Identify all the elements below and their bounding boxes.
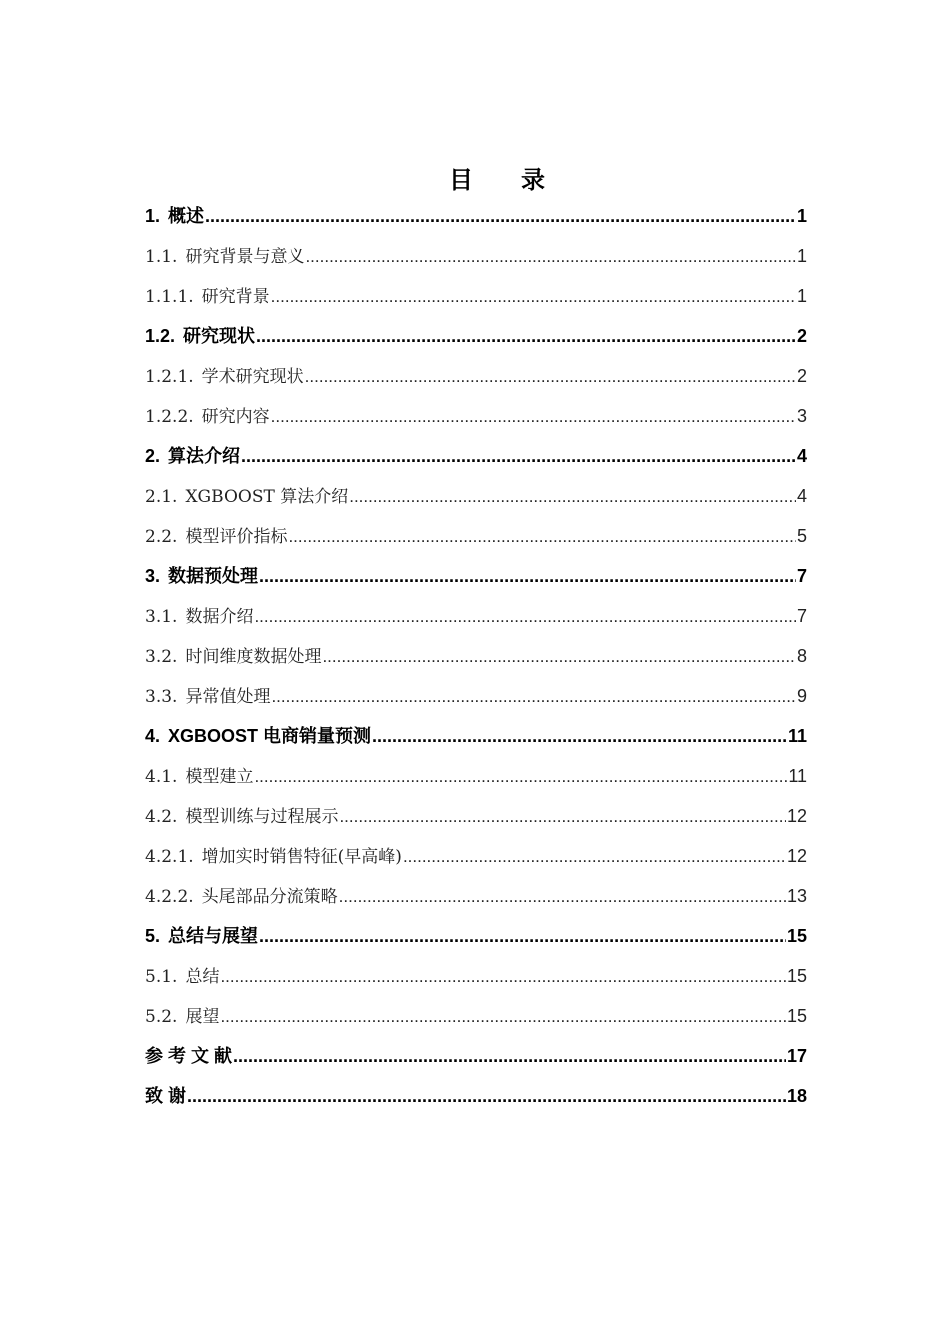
toc-entry-page: 4	[796, 446, 807, 466]
toc-entry[interactable]	[145, 440, 807, 480]
dot-leader	[220, 961, 786, 993]
toc-entry[interactable]	[145, 400, 807, 440]
toc-entry[interactable]	[145, 840, 807, 880]
dot-leader	[233, 1040, 786, 1072]
toc-entry[interactable]	[145, 200, 807, 240]
toc-entry-title: XGBOOST 算法介绍	[185, 487, 349, 507]
dot-leader	[254, 761, 787, 793]
dot-leader	[339, 801, 786, 833]
toc-entry-page: 4	[796, 486, 807, 506]
toc-entry-title: 概述	[168, 206, 205, 226]
toc-entry-page: 7	[796, 566, 807, 586]
toc-entry-page: 18	[786, 1086, 807, 1106]
toc-entry-title: 模型建立	[185, 767, 254, 787]
toc-entry-title: 异常值处理	[185, 687, 271, 707]
toc-entry-title: 致 谢	[145, 1086, 187, 1106]
toc-entry[interactable]	[145, 320, 807, 360]
toc-entry[interactable]	[145, 680, 807, 720]
toc-entry-page: 7	[796, 606, 807, 626]
toc-entry-title: 模型训练与过程展示	[185, 807, 339, 827]
toc-entry-title: 时间维度数据处理	[185, 647, 322, 667]
dot-leader	[256, 320, 796, 352]
toc-entry-title: 数据预处理	[168, 566, 259, 586]
toc-entry-page: 5	[796, 526, 807, 546]
toc-entry-number: 2.	[145, 446, 161, 466]
dot-leader	[254, 601, 796, 633]
toc-title	[0, 160, 950, 195]
toc-entry-number: 4.2.1.	[145, 847, 194, 867]
toc-entry-title: 模型评价指标	[185, 527, 288, 547]
toc-entry-title: 算法介绍	[168, 446, 241, 466]
toc-entry-page: 15	[786, 926, 807, 946]
toc-entry[interactable]	[145, 960, 807, 1000]
dot-leader	[259, 560, 796, 592]
toc-entry-page: 8	[796, 646, 807, 666]
dot-leader	[372, 720, 787, 752]
toc-entry[interactable]	[145, 280, 807, 320]
toc-entry-page: 2	[796, 326, 807, 346]
toc-entry-page: 9	[796, 686, 807, 706]
dot-leader	[339, 881, 786, 913]
toc-entry-number: 5.1.	[145, 967, 178, 987]
toc-entry-number: 5.2.	[145, 1007, 178, 1027]
dot-leader	[288, 521, 796, 553]
toc-entry-page: 12	[786, 846, 807, 866]
toc-entry[interactable]	[145, 720, 807, 760]
dot-leader	[187, 1080, 786, 1112]
toc-entry-page: 13	[786, 886, 807, 906]
toc-entry-title: 增加实时销售特征(早高峰)	[201, 847, 402, 867]
toc-entry[interactable]	[145, 520, 807, 560]
toc-entry-title: 参 考 文 献	[145, 1046, 233, 1066]
toc-entry-number: 1.	[145, 206, 161, 226]
dot-leader	[205, 200, 796, 232]
toc-entry-title: 研究背景与意义	[185, 247, 305, 267]
toc-entry-page: 1	[796, 206, 807, 226]
toc-entry-number: 3.1.	[145, 607, 178, 627]
toc-entry-title: 研究现状	[183, 326, 256, 346]
toc-title-char: 目	[449, 166, 473, 194]
dot-leader	[220, 1001, 786, 1033]
toc-entry-number: 1.2.	[145, 326, 176, 346]
dot-leader	[403, 841, 786, 873]
toc-entry-number: 1.2.2.	[145, 407, 194, 427]
toc-entry-number: 4.2.2.	[145, 887, 194, 907]
toc-entry-title: 总结	[185, 967, 220, 987]
toc-entry-number: 1.1.1.	[145, 287, 194, 307]
toc-entry-title: 研究背景	[201, 287, 270, 307]
toc-title-char: 录	[521, 166, 545, 194]
dot-leader	[241, 440, 796, 472]
toc-entry[interactable]	[145, 920, 807, 960]
toc-entry-page: 15	[786, 1006, 807, 1026]
toc-entry-number: 1.1.	[145, 247, 178, 267]
toc-entry-page: 1	[796, 246, 807, 266]
toc-entry-page: 3	[796, 406, 807, 426]
toc-entry[interactable]	[145, 880, 807, 920]
toc-entry[interactable]	[145, 360, 807, 400]
toc-entry[interactable]	[145, 640, 807, 680]
toc-entry[interactable]	[145, 800, 807, 840]
dot-leader	[271, 401, 796, 433]
toc-entry-number: 4.2.	[145, 807, 178, 827]
dot-leader	[322, 641, 796, 673]
toc-entry[interactable]	[145, 1080, 807, 1120]
toc-entry[interactable]	[145, 1000, 807, 1040]
toc-entry[interactable]	[145, 1040, 807, 1080]
toc-entry-title: XGBOOST 电商销量预测	[168, 726, 372, 746]
dot-leader	[305, 361, 796, 393]
toc-entry-title: 总结与展望	[168, 926, 259, 946]
toc-entry[interactable]	[145, 560, 807, 600]
toc-entry-title: 学术研究现状	[201, 367, 304, 387]
toc-entry-title: 数据介绍	[185, 607, 254, 627]
toc-entry-page: 1	[796, 286, 807, 306]
toc-entry-number: 5.	[145, 926, 161, 946]
toc-entry-title: 研究内容	[201, 407, 270, 427]
toc-entry-page: 11	[787, 726, 807, 746]
toc-entry-page: 15	[786, 966, 807, 986]
table-of-contents	[145, 200, 807, 1120]
toc-entry-number: 3.2.	[145, 647, 178, 667]
dot-leader	[271, 681, 796, 713]
dot-leader	[349, 481, 796, 513]
toc-entry-page: 11	[788, 766, 807, 786]
toc-entry-page: 17	[786, 1046, 807, 1066]
toc-entry-title: 展望	[185, 1007, 220, 1027]
toc-entry-number: 2.2.	[145, 527, 178, 547]
toc-entry-number: 2.1.	[145, 487, 178, 507]
toc-entry-page: 12	[786, 806, 807, 826]
toc-entry-number: 3.	[145, 566, 161, 586]
toc-entry[interactable]	[145, 600, 807, 640]
toc-entry-title: 头尾部品分流策略	[201, 887, 338, 907]
toc-entry-number: 4.	[145, 726, 161, 746]
toc-entry[interactable]	[145, 240, 807, 280]
dot-leader	[271, 281, 796, 313]
toc-entry-number: 4.1.	[145, 767, 178, 787]
dot-leader	[259, 920, 786, 952]
toc-entry-page: 2	[796, 366, 807, 386]
toc-entry-number: 3.3.	[145, 687, 178, 707]
dot-leader	[305, 241, 796, 273]
toc-entry[interactable]	[145, 480, 807, 520]
toc-entry-number: 1.2.1.	[145, 367, 194, 387]
toc-entry[interactable]	[145, 760, 807, 800]
